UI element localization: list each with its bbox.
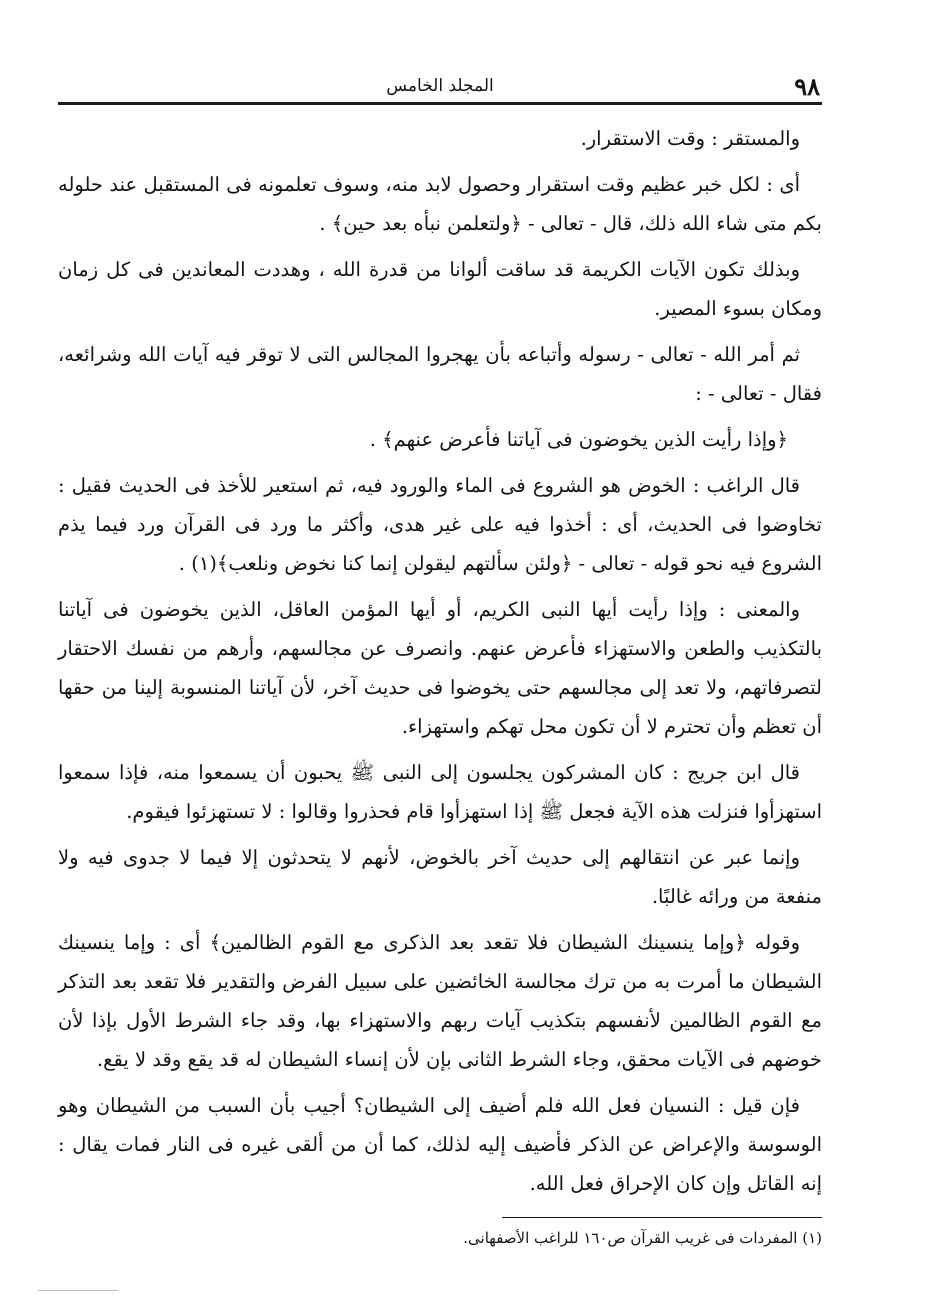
page-number: ٩٨ [794,72,820,101]
page-header [58,72,822,105]
quran-verse: ﴿وإذا رأيت الذين يخوضون فى آياتنا فأعرض عنهم﴾ . [369,428,788,451]
paragraph: فإن قيل : النسيان فعل الله فلم أضيف إلى الشيطان؟ أجيب بأن السبب من الشيطان وهو الوسوسة والإعراض عن الذكر فأضيف إليه لذلك، كما أن من ألقى غيره فى النار فمات يقال : إنه القاتل وإن كان الإحراق فعل الله. [58,1094,822,1195]
paragraph: والمعنى : وإذا رأيت أيها النبى الكريم، أو أيها المؤمن العاقل، الذين يخوضون فى آياتنا بالتكذيب والطعن والاستهزاء فأعرض عنهم. وانصرف عن مجالسهم، وأرهم من نفسك الاحتقار لتصرفاتهم، ولا تعد إلى مجالسهم حتى يخوضوا فى حديث آخر، لأن آياتنا المنسوبة إلينا من حقها أن تعظم وأن تحترم لا أن تكون محل تهكم واستهزاء. [58,598,822,738]
paragraph: والمستقر : وقت الاستقرار. [580,127,800,150]
footnote: (١) المفردات فى غريب القرآن ص١٦٠ للراغب الأصفهانى. [463,1229,822,1247]
scan-artifact [38,1290,118,1291]
book-page [58,72,822,1250]
volume-title: المجلد الخامس [386,76,494,96]
paragraph: وإنما عبر عن انتقالهم إلى حديث آخر بالخوض، لأنهم لا يتحدثون إلا فيما لا جدوى فيه ولا منفعة من ورائه غالبًا. [58,846,822,908]
paragraph: أى : لكل خبر عظيم وقت استقرار وحصول لابد منه، وسوف تعلمونه فى المستقبل عند حلوله بكم متى شاء الله ذلك، قال - تعالى - ﴿ولتعلمن نبأه بعد حين﴾ . [58,173,822,235]
paragraph: وقوله ﴿وإما ينسينك الشيطان فلا تقعد بعد الذكرى مع القوم الظالمين﴾ أى : وإما ينسينك الشيطان ما أمرت به من ترك مجالسة الخائضين على سبيل الفرض والتقدير فلا تقعد بعد التذكر مع القوم الظالمين لأنفسهم بتكذيب آيات ربهم والاستهزاء بها، وقد جاء الشرط الأول بإذا لأن خوضهم فى الآيات محقق، وجاء الشرط الثانى بإن لأن إنساء الشيطان له قد يقع وقد لا يقع. [58,931,822,1071]
footnote-divider [502,1217,822,1218]
paragraph: ثم أمر الله - تعالى - رسوله وأتباعه بأن يهجروا المجالس التى لا توقر فيه آيات الله وشرائعه، فقال - تعالى - : [58,343,822,405]
paragraph: وبذلك تكون الآيات الكريمة قد ساقت ألوانا من قدرة الله ، وهددت المعاندين فى كل زمان ومكان بسوء المصير. [58,258,822,320]
page-body [58,119,822,1203]
paragraph: قال الراغب : الخوض هو الشروع فى الماء والورود فيه، ثم استعير للأخذ فى الحديث فقيل : تخاوضوا فى الحديث، أى : أخذوا فيه على غير هدى، وأكثر ما ورد فى القرآن ورد فيما يذم الشروع فيه نحو قوله - تعالى - ﴿ولئن سألتهم ليقولن إنما كنا نخوض ونلعب﴾(١) . [58,474,822,575]
paragraph: قال ابن جريج : كان المشركون يجلسون إلى النبى ﷺ يحبون أن يسمعوا منه، فإذا سمعوا استهزأوا فنزلت هذه الآية فجعل ﷺ إذا استهزأوا قام فحذروا وقالوا : لا تستهزئوا فيقوم. [58,761,822,823]
